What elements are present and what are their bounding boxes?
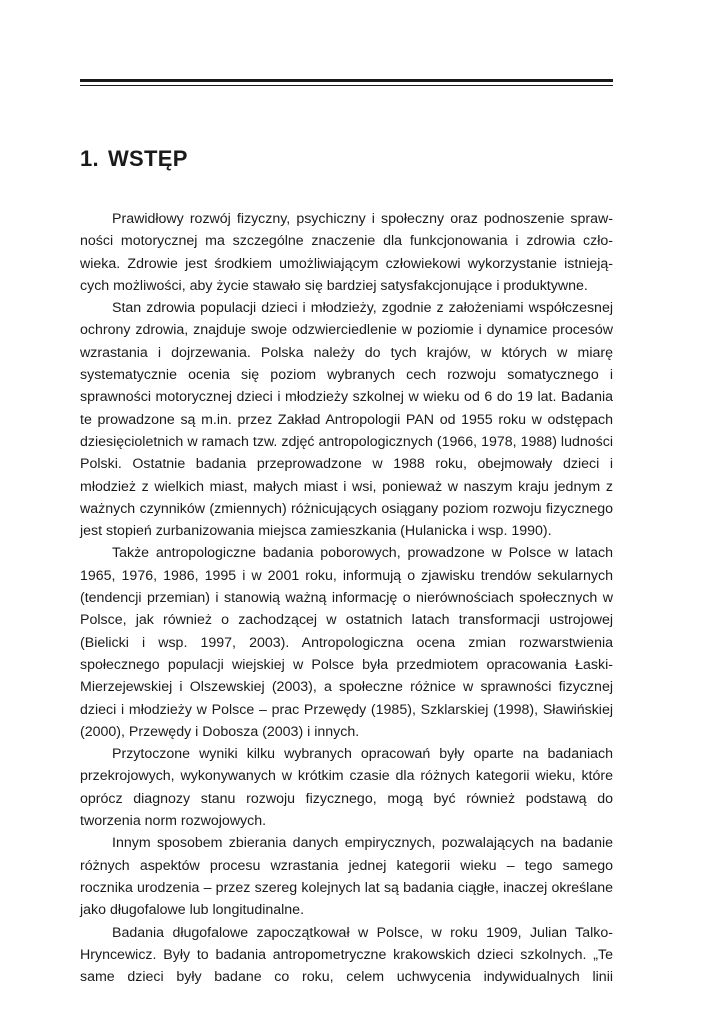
body-text (80, 208, 613, 988)
chapter-number: 1. (80, 146, 99, 171)
paragraph-health-status: Stan zdrowia populacji dzieci i młodzieży, zgodnie z założeniami współczesnej ochrony zdrowia, znajduje swoje odzwierciedlenie w poziomie i dynamice procesów wzrastania i dojrzewania. Polska należy do tych krajów, w których w miarę systematycznie ocenia się poziom wybranych cech rozwoju somatycznego i sprawności motorycznej dzieci i młodzieży szkolnej w wieku od 6 do 19 lat. Badania te prowadzone są m.in. przez Zakład Antropologii PAN od 1955 roku w odstępach dziesięcioletnich w ramach tzw. zdjęć antropologicznych (1966, 1978, 1988) ludności Polski. Ostatnie badania przeprowadzone w 1988 roku, obejmowały dzieci i młodzież z wielkich miast, małych miast i wsi, ponieważ w naszym kraju jednym z ważnych czynników (zmiennych) różnicujących osiągany poziom rozwoju fizycznego jest stopień zurbanizowania miejsca zamieszkania (Hulanicka i wsp. 1990). (80, 300, 613, 540)
header-rule-thin (80, 85, 613, 86)
paragraph-talko-hryncewicz: Badania długofalowe zapoczątkował w Polsce, w roku 1909, Julian Talko-Hryncewicz. Były to badania antropometryczne krakowskich dzieci szkolnych. „Te same dzieci były badane co roku, celem uchwycenia indywidualnych linii (80, 924, 613, 986)
header-rule-thick (80, 79, 613, 82)
paragraph-conscripts: Także antropologiczne badania poborowych, prowadzone w Polsce w latach 1965, 1976, 1986, 1995 i w 2001 roku, informują o zjawisku trendów sekularnych (tendencji przemian) i stanowią ważną informację o nierównościach społecznych w Polsce, jak również o zachodzącej w ostatnich latach transformacji ustrojowej (Bielicki i wsp. 1997, 2003). Antropologiczna ocena zmian rozwarstwienia społecznego populacji wiejskiej w Polsce była przedmiotem opracowania Łaski-Mierzejewskiej i Olszewskiej (2003), a społeczne różnice w sprawności fizycznej dzieci i młodzieży w Polsce – prac Przewędy (1985), Szklarskiej (1998), Sławińskiej (2000), Przewędy i Dobosza (2003) i innych. (80, 545, 613, 740)
paragraph-intro: Prawidłowy rozwój fizyczny, psychiczny i społeczny oraz podnoszenie sprawności motorycznej ma szczególne znaczenie dla funkcjonowania i zdrowia człowieka. Zdrowie jest środkiem umożliwiającym człowiekowi wykorzystanie istniejących możliwości, aby życie stawało się bardziej satysfakcjonujące i produktywne. (80, 211, 613, 294)
paragraph-cross-sectional: Przytoczone wyniki kilku wybranych opracowań były oparte na badaniach przekrojowych, wykonywanych w krótkim czasie dla różnych kategorii wieku, które oprócz diagnozy stanu rozwoju fizycznego, mogą być również podstawą do tworzenia norm rozwojowych. (80, 746, 613, 830)
paragraph-longitudinal: Innym sposobem zbierania danych empirycznych, pozwalających na badanie różnych aspektów procesu wzrastania jednej kategorii wieku – tego samego rocznika urodzenia – przez szereg kolejnych lat są badania ciągłe, inaczej określane jako długofalowe lub longitudinalne. (80, 835, 613, 919)
chapter-title: WSTĘP (107, 146, 188, 171)
chapter-heading (80, 146, 188, 172)
